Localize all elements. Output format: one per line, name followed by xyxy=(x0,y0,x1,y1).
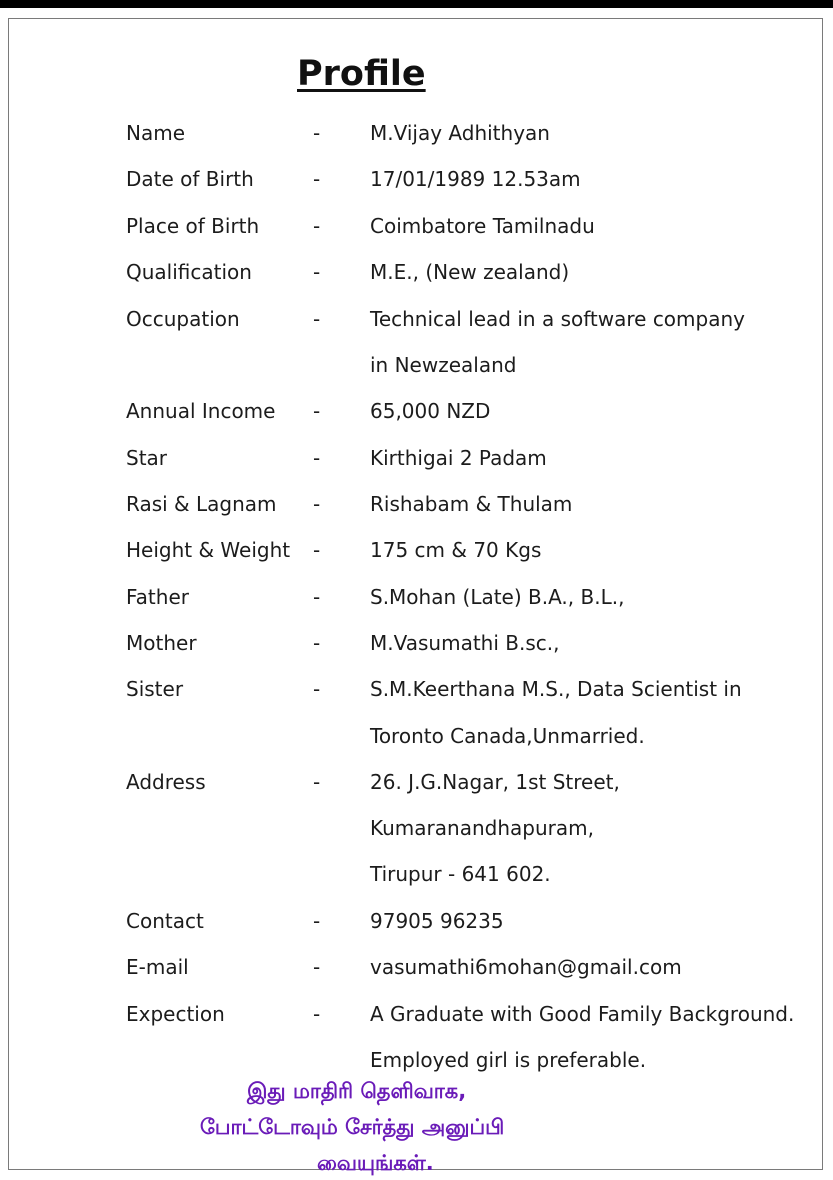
field-value: Tirupur - 641 602. xyxy=(370,862,551,886)
field-value: Rishabam & Thulam xyxy=(370,492,573,516)
field-separator: - xyxy=(313,214,321,238)
field-value: 97905 96235 xyxy=(370,909,504,933)
field-value: 17/01/1989 12.53am xyxy=(370,167,581,191)
field-label: Sister xyxy=(126,677,184,701)
field-label: E-mail xyxy=(126,955,189,979)
field-value: Kumaranandhapuram, xyxy=(370,816,594,840)
field-value: M.Vijay Adhithyan xyxy=(370,121,550,145)
field-label: Rasi & Lagnam xyxy=(126,492,277,516)
page-title: Profile xyxy=(297,54,426,94)
field-value: 175 cm & 70 Kgs xyxy=(370,538,542,562)
field-label: Occupation xyxy=(126,307,240,331)
field-separator: - xyxy=(313,631,321,655)
note-line: போட்டோவும் சேர்த்து அனுப்பி xyxy=(200,1115,505,1139)
field-value: vasumathi6mohan@gmail.com xyxy=(370,955,682,979)
field-separator: - xyxy=(313,909,321,933)
field-separator: - xyxy=(313,167,321,191)
field-separator: - xyxy=(313,955,321,979)
note-line: இது மாதிரி தெளிவாக, xyxy=(247,1079,467,1103)
field-separator: - xyxy=(313,307,321,331)
field-separator: - xyxy=(313,677,321,701)
field-label: Star xyxy=(126,446,168,470)
field-value: Employed girl is preferable. xyxy=(370,1048,647,1072)
field-label: Date of Birth xyxy=(126,167,254,191)
field-value: M.E., (New zealand) xyxy=(370,260,570,284)
field-separator: - xyxy=(313,121,321,145)
field-value: 65,000 NZD xyxy=(370,399,491,423)
field-label: Qualification xyxy=(126,260,252,284)
field-label: Height & Weight xyxy=(126,538,291,562)
field-value: 26. J.G.Nagar, 1st Street, xyxy=(370,770,620,794)
field-value: Kirthigai 2 Padam xyxy=(370,446,547,470)
field-label: Annual Income xyxy=(126,399,276,423)
field-separator: - xyxy=(313,399,321,423)
field-value: Toronto Canada,Unmarried. xyxy=(370,724,645,748)
field-separator: - xyxy=(313,1002,321,1026)
field-value: Coimbatore Tamilnadu xyxy=(370,214,595,238)
field-separator: - xyxy=(313,538,321,562)
field-value: in Newzealand xyxy=(370,353,517,377)
field-separator: - xyxy=(313,585,321,609)
field-separator: - xyxy=(313,492,321,516)
field-label: Father xyxy=(126,585,189,609)
field-label: Mother xyxy=(126,631,197,655)
field-label: Contact xyxy=(126,909,204,933)
field-value: S.Mohan (Late) B.A., B.L., xyxy=(370,585,625,609)
field-value: A Graduate with Good Family Background. xyxy=(370,1002,795,1026)
field-separator: - xyxy=(313,446,321,470)
field-value: S.M.Keerthana M.S., Data Scientist in xyxy=(370,677,742,701)
field-separator: - xyxy=(313,770,321,794)
note-line: வையுங்கள். xyxy=(317,1151,434,1175)
field-value: Technical lead in a software company xyxy=(370,307,745,331)
field-label: Expection xyxy=(126,1002,225,1026)
field-value: M.Vasumathi B.sc., xyxy=(370,631,560,655)
field-separator: - xyxy=(313,260,321,284)
field-label: Address xyxy=(126,770,206,794)
field-label: Name xyxy=(126,121,186,145)
field-label: Place of Birth xyxy=(126,214,260,238)
